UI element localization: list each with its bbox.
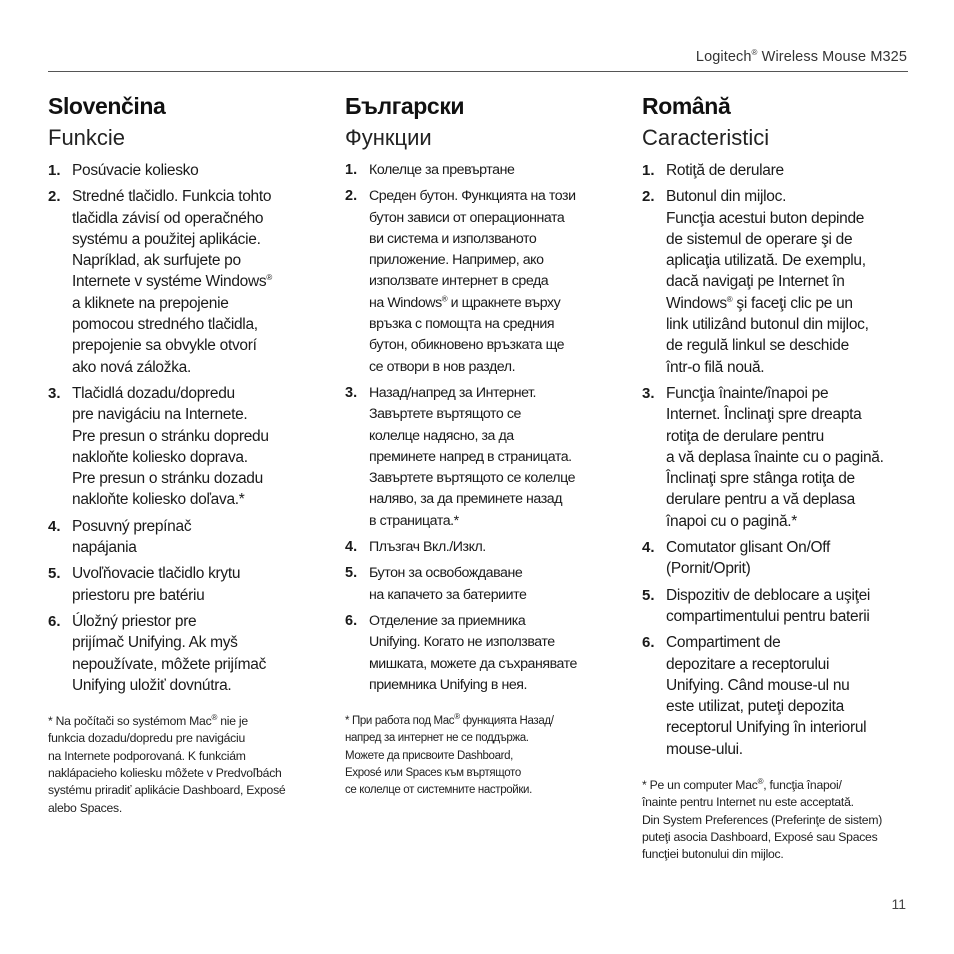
text-line: mouse-ului. <box>666 740 743 758</box>
item-number: 4. <box>345 539 358 556</box>
page-number: 11 <box>891 896 906 912</box>
text-line: Internete v systéme Windows® <box>72 273 272 291</box>
item-text <box>369 383 615 532</box>
feature-item <box>345 160 615 181</box>
text-line: колелце надясно, за да <box>369 427 514 444</box>
feature-list <box>642 160 912 760</box>
item-number: 5. <box>642 586 655 604</box>
text-line: Înclinaţi spre stânga rotiţa de <box>666 470 855 488</box>
text-line: Funcţia înainte/înapoi pe <box>666 384 829 402</box>
registered-mark: ® <box>266 273 272 283</box>
text-line: link utilizând butonul din mijloc, <box>666 316 869 334</box>
item-number: 3. <box>642 384 655 402</box>
text-line: приложение. Например, ако <box>369 252 544 269</box>
product-name: Wireless Mouse M325 <box>757 49 907 65</box>
feature-item <box>345 611 615 696</box>
item-number: 3. <box>48 384 61 402</box>
item-text <box>666 537 912 580</box>
text-line: Butonul din mijloc. <box>666 188 787 206</box>
footnote-line: funkcia dozadu/dopredu pre navigáciu <box>48 731 245 746</box>
footnote-line: naklápacieho koliesku môžete v Predvoľbách <box>48 766 282 781</box>
text-line: Comutator glisant On/Off <box>666 539 830 557</box>
text-line: Завъртете въртящото се колелце <box>369 470 576 487</box>
text-line: nakloňte koliesko doprava. <box>72 448 248 466</box>
text-line: се отвори в нов раздел. <box>369 358 516 375</box>
text-line: Завъртете въртящото се <box>369 406 521 423</box>
item-number: 1. <box>48 162 61 179</box>
text-line: Posúvacie koliesko <box>72 162 199 179</box>
item-text <box>666 160 912 181</box>
text-line: de sistemul de operare şi de <box>666 230 853 248</box>
section-heading: Caracteristici <box>642 125 770 150</box>
text-line: в страницата.* <box>369 512 459 529</box>
item-text <box>72 516 318 559</box>
footnote-line: * При работа под Mac® функцията Назад/ <box>345 712 554 728</box>
feature-item <box>48 563 318 606</box>
text-line: връзка с помощта на средния <box>369 316 555 333</box>
registered-mark: ® <box>211 713 218 723</box>
footnote <box>345 713 615 799</box>
text-line: използвате интернет в среда <box>369 273 549 290</box>
item-number: 3. <box>345 384 358 401</box>
item-number: 1. <box>642 162 655 179</box>
text-line: depozitare a receptorului <box>666 655 830 673</box>
feature-item <box>48 383 318 511</box>
header-brand <box>696 49 907 65</box>
text-line: priestoru pre batériu <box>72 586 205 604</box>
footnote-line: * Pe un computer Mac®, funcţia înapoi/ <box>642 776 842 793</box>
item-number: 5. <box>345 565 358 582</box>
section-heading: Функции <box>345 125 432 150</box>
feature-item <box>642 160 912 181</box>
text-line: prijímač Unifying. Ak myš <box>72 634 238 652</box>
feature-item <box>642 383 912 532</box>
feature-list <box>48 160 318 696</box>
item-number: 2. <box>48 188 61 206</box>
text-line: Unifying uložiť dovnútra. <box>72 676 232 694</box>
text-line: приемника Unifying в нея. <box>369 676 528 693</box>
text-line: Tlačidlá dozadu/dopredu <box>72 384 235 402</box>
item-text <box>369 186 615 378</box>
text-line: pomocou stredného tlačidla, <box>72 316 258 334</box>
feature-item <box>642 186 912 378</box>
text-line: Rotiţă de derulare <box>666 162 784 179</box>
item-number: 1. <box>345 162 358 178</box>
text-line: de regulă linkul se deschide <box>666 337 849 355</box>
registered-mark: ® <box>751 48 758 58</box>
language-heading: Română <box>642 93 731 119</box>
text-line: мишката, можете да съхранявате <box>369 655 577 672</box>
item-number: 6. <box>642 634 655 652</box>
column-romanian <box>642 91 912 864</box>
text-line: derulare pentru a vă deplasa <box>666 491 855 509</box>
text-line: Internet. Înclinaţi spre dreapta <box>666 406 862 424</box>
text-line: Posuvný prepínač <box>72 517 192 535</box>
text-line: ви система и използваното <box>369 230 537 247</box>
footnote <box>642 777 912 863</box>
feature-item <box>48 186 318 378</box>
footnote <box>48 713 318 817</box>
item-number: 4. <box>48 517 61 535</box>
item-text <box>72 563 318 606</box>
footnote-line: Exposé или Spaces към въртящото <box>345 767 521 780</box>
text-line: Pre presun o stránku dozadu <box>72 470 263 488</box>
text-line: Unifying. Când mouse-ul nu <box>666 676 850 694</box>
item-text <box>666 632 912 760</box>
footnote-line: се колелце от системните настройки. <box>345 784 532 797</box>
feature-list <box>345 160 615 696</box>
feature-item <box>345 186 615 378</box>
item-text <box>72 186 318 378</box>
column-slovak <box>48 91 318 817</box>
text-line: Отделение за приемника <box>369 612 526 629</box>
item-text <box>72 160 318 181</box>
footnote-line: Можете да присвоите Dashboard, <box>345 749 513 762</box>
footnote-line: Din System Preferences (Preferinţe de sistem) <box>642 812 883 827</box>
text-line: на Windows® и щракнете върху <box>369 294 561 311</box>
item-text <box>666 585 912 628</box>
text-line: rotiţa de derulare pentru <box>666 427 824 445</box>
text-line: nepoužívate, môžete prijímač <box>72 655 267 673</box>
item-number: 4. <box>642 539 655 557</box>
text-line: Uvoľňovacie tlačidlo krytu <box>72 565 241 583</box>
item-text <box>369 611 615 696</box>
brand-name: Logitech <box>695 49 752 65</box>
text-line: преминете напред в страницата. <box>369 448 572 465</box>
item-number: 6. <box>345 612 358 629</box>
text-line: dacă navigaţi pe Internet în <box>666 273 845 291</box>
text-line: ako nová záložka. <box>72 358 191 376</box>
item-text <box>369 160 615 181</box>
text-line: Pre presun o stránku dopredu <box>72 427 269 445</box>
footnote-line: puteţi asocia Dashboard, Exposé sau Spaces <box>642 829 878 844</box>
feature-item <box>642 585 912 628</box>
language-heading: Slovenčina <box>48 93 166 119</box>
text-line: înapoi cu o pagină.* <box>666 512 798 530</box>
item-text <box>666 186 912 378</box>
text-line: на капачето за батериите <box>369 586 527 603</box>
item-text <box>72 611 318 696</box>
item-number: 6. <box>48 612 61 630</box>
text-line: наляво, за да преминете назад <box>369 491 563 508</box>
text-line: Колелце за превъртане <box>369 162 515 178</box>
text-line: napájania <box>72 539 137 557</box>
text-line: nakloňte koliesko doľava.* <box>72 491 245 509</box>
footnote-line: funcţiei butonului din mijloc. <box>642 847 784 862</box>
feature-item <box>642 537 912 580</box>
text-line: Назад/напред за Интернет. <box>369 384 537 401</box>
text-line: бутон, обикновено връзката ще <box>369 337 565 354</box>
footnote-line: alebo Spaces. <box>48 800 122 815</box>
feature-item <box>642 632 912 760</box>
registered-mark: ® <box>726 294 733 304</box>
text-line: (Pornit/Oprit) <box>666 560 751 578</box>
footnote-line: * Na počítači so systémom Mac® nie je <box>48 713 248 729</box>
text-line: Unifying. Когато не използвате <box>369 634 555 651</box>
text-line: receptorul Unifying în interiorul <box>666 719 867 737</box>
item-text <box>666 383 912 532</box>
feature-item <box>345 563 615 606</box>
feature-item <box>48 160 318 181</box>
text-line: compartimentului pentru baterii <box>666 607 870 625</box>
item-number: 2. <box>345 188 358 205</box>
text-line: Compartiment de <box>666 634 781 652</box>
text-line: Плъзгач Вкл./Изкл. <box>369 539 486 556</box>
text-line: Windows® şi faceţi clic pe un <box>666 294 853 312</box>
footnote-line: înainte pentru Internet nu este acceptată. <box>642 795 854 810</box>
footnote-line: na Internete podporovaná. K funkciám <box>48 748 246 763</box>
column-bulgarian <box>345 91 615 800</box>
item-number: 5. <box>48 565 61 583</box>
registered-mark: ® <box>441 294 448 304</box>
language-heading: Български <box>345 93 465 119</box>
text-line: Úložný priestor pre <box>72 612 197 630</box>
text-line: Funcţia acestui buton depinde <box>666 209 865 227</box>
header-rule <box>48 71 908 72</box>
text-line: pre navigáciu na Internete. <box>72 406 248 424</box>
text-line: systému a použitej aplikácie. <box>72 230 261 248</box>
feature-item <box>48 611 318 696</box>
text-line: prepojenie sa obvykle otvorí <box>72 337 257 355</box>
text-line: бутон зависи от операционната <box>369 209 565 226</box>
item-text <box>72 383 318 511</box>
text-line: Stredné tlačidlo. Funkcia tohto <box>72 188 272 206</box>
text-line: a kliknete na prepojenie <box>72 294 229 312</box>
feature-item <box>48 516 318 559</box>
registered-mark: ® <box>757 776 764 786</box>
text-line: a vă deplasa înainte cu o pagină. <box>666 448 884 466</box>
item-text <box>369 537 615 558</box>
item-text <box>369 563 615 606</box>
text-line: Среден бутон. Функцията на този <box>369 188 576 205</box>
text-line: Napríklad, ak surfujete po <box>72 252 241 270</box>
text-line: într-o filă nouă. <box>666 358 765 376</box>
footnote-line: напред за интернет не се поддържа. <box>345 732 529 745</box>
feature-item <box>345 383 615 532</box>
feature-item <box>345 537 615 558</box>
text-line: Бутон за освобождаване <box>369 565 523 582</box>
footnote-line: systému priradiť aplikácie Dashboard, Exposé <box>48 783 286 798</box>
section-heading: Funkcie <box>48 125 126 150</box>
text-line: este utilizat, puteţi depozita <box>666 698 844 716</box>
registered-mark: ® <box>454 712 460 722</box>
text-line: aplicaţia utilizată. De exemplu, <box>666 252 866 270</box>
item-number: 2. <box>642 188 655 206</box>
text-line: tlačidla závisí od operačného <box>72 209 264 227</box>
text-line: Dispozitiv de deblocare a uşiţei <box>666 586 871 604</box>
